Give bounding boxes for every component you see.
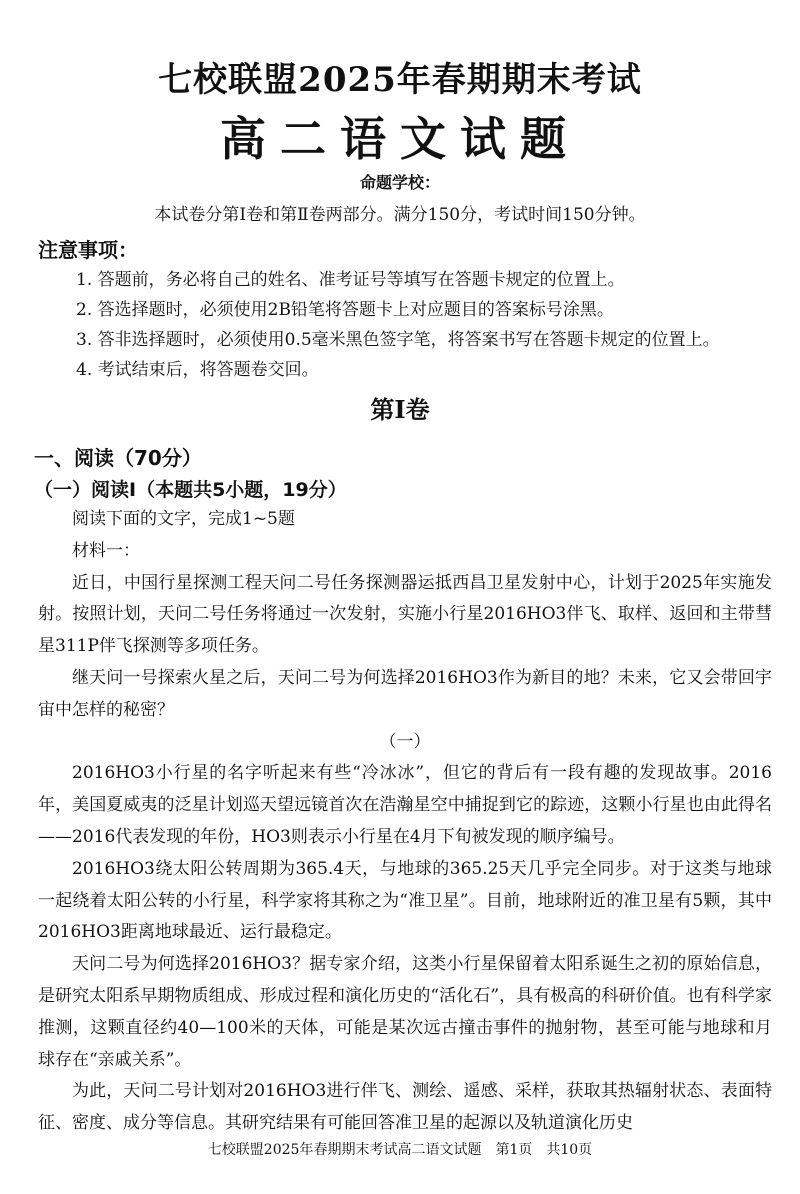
- exam-title: 七校联盟2025年春期期末考试: [158, 60, 642, 100]
- passage-paragraph: 为此，天问二号计划对2016HO3进行伴飞、测绘、遥感、采样，获取其热辐射状态、表面特征、密度、成分等信息。其研究结果有可能回答准卫星的起源以及轨道演化历史: [38, 1081, 772, 1134]
- material-label: 材料一：: [72, 540, 140, 561]
- passage-paragraph: 继天问一号探索火星之后，天问二号为何选择2016HO3作为新目的地？未来，它又会带回宇宙中怎样的秘密？: [38, 667, 772, 720]
- part-marker: （一）: [379, 731, 431, 752]
- passage-paragraph: 2016HO3小行星的名字听起来有些“冷冰冰”，但它的背后有一段有趣的发现故事。2016年，美国夏威夷的泛星计划巡天望远镜首次在浩瀚星空中捕捉到它的踪迹，这颗小行星也由此得名——2016代表发现的年份，HO3则表示小行星在4月下旬被发现的顺序编号。: [38, 763, 772, 847]
- notice-heading: 注意事项：: [38, 238, 138, 262]
- passage-instruction: 阅读下面的文字，完成1~5题: [72, 509, 295, 529]
- passage-paragraph: 天问二号为何选择2016HO3？据专家介绍，这类小行星保留着太阳系诞生之初的原始信息，是研究太阳系早期物质组成、形成过程和演化历史的“活化石”，具有极高的科研价值。也有科学家推测，这颗直径约40—100米的天体，可能是某次远古撞击事件的抛射物，甚至可能与地球和月球存在“亲戚关系”。: [38, 954, 772, 1070]
- exam-intro: 本试卷分第Ⅰ卷和第Ⅱ卷两部分。满分150分，考试时间150分钟。: [154, 205, 646, 225]
- section-title: 一、阅读（70分）: [34, 446, 202, 470]
- passage: [38, 504, 772, 1140]
- passage-paragraph: 近日，中国行星探测工程天问二号任务探测器运抵西昌卫星发射中心，计划于2025年实施发射。按照计划，天问二号任务将通过一次发射，实施小行星2016HO3伴飞、取样、返回和主带彗星311P伴飞探测等多项任务。: [38, 572, 772, 657]
- passage-paragraph: 2016HO3绕太阳公转周期为365.4天，与地球的365.25天几乎完全同步。对于这类与地球一起绕着太阳公转的小行星，科学家将其称之为“准卫星”。目前，地球附近的准卫星有5颗，其中2016HO3距离地球最近、运行最稳定。: [38, 858, 772, 943]
- subject-title: 高二语文试题: [220, 112, 580, 166]
- notice-item: 2. 答选择题时，必须使用2B铅笔将答题卡上对应题目的答案标号涂黑。: [76, 300, 614, 320]
- school-label: 命题学校：: [359, 173, 440, 192]
- volume-heading: 第Ⅰ卷: [370, 395, 430, 424]
- notice-item: 3. 答非选择题时，必须使用0.5毫米黑色签字笔，将答案书写在答题卡规定的位置上。: [76, 330, 720, 350]
- section-subtitle: （一）阅读Ⅰ（本题共5小题，19分）: [34, 479, 347, 501]
- notice-item: 1. 答题前，务必将自己的姓名、准考证号等填写在答题卡规定的位置上。: [76, 270, 625, 290]
- notice-item: 4. 考试结束后，将答题卷交回。: [76, 360, 319, 380]
- notice-list: [76, 265, 776, 385]
- page-footer: 七校联盟2025年春期期末考试高二语文试题 第1页 共10页: [207, 1142, 593, 1158]
